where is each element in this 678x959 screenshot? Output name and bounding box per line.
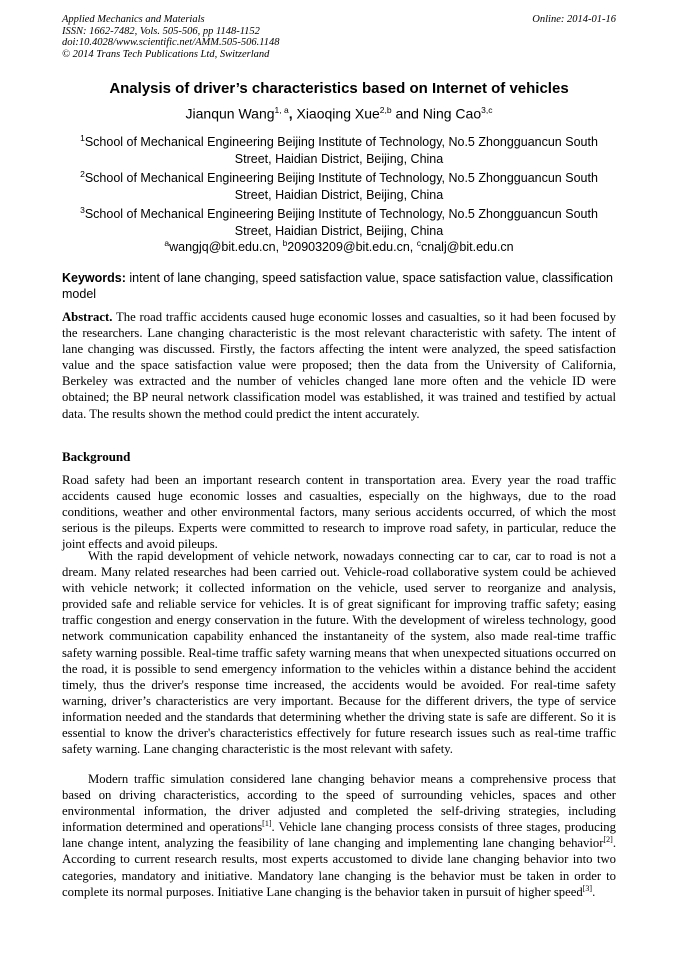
issn-line: ISSN: 1662-7482, Vols. 505-506, pp 1148-1152 — [62, 25, 260, 37]
email-address: wangjq@bit.edu.cn, — [169, 240, 283, 255]
doi-line: doi:10.4028/www.scientific.net/AMM.505-506.1148 — [62, 37, 280, 48]
author-superscript: 2,b — [379, 105, 392, 115]
email-superscript: b — [282, 238, 288, 248]
paragraph-segment: Modern traffic simulation considered lane changing behavior means a comprehensive process that based on driving characteristics, according to the speed of surrounding vehicles, spaces and other environmental information, the driver adjusted and completed the self-driving strategies, including information determined and operations — [62, 772, 616, 835]
affiliation-1 — [62, 130, 616, 167]
affiliation-superscript: 2 — [80, 169, 85, 179]
paper-title: Analysis of driver’s characteristics based on Internet of vehicles — [109, 80, 569, 97]
email-address: cnalj@bit.edu.cn — [421, 240, 514, 255]
author-name: Jianqun Wang — [185, 105, 275, 122]
email-superscript: c — [416, 238, 422, 248]
email-superscript: a — [164, 238, 170, 248]
abstract — [62, 309, 616, 422]
author-separator: and — [391, 105, 423, 122]
paragraph — [62, 548, 616, 757]
abstract-label: Abstract. — [62, 310, 113, 324]
copyright-line: © 2014 Trans Tech Publications Ltd, Switzerland — [62, 48, 270, 60]
paragraph-segment: . — [592, 884, 596, 899]
journal-name: Applied Mechanics and Materials — [62, 14, 205, 25]
affiliation-3 — [62, 202, 616, 239]
paragraph — [62, 771, 616, 900]
email-line — [62, 238, 616, 254]
affiliation-text: School of Mechanical Engineering Beijing Institute of Technology, No.5 Zhongguancun South Street, Haidian District, Beijing, China — [84, 135, 598, 166]
online-date: Online: 2014-01-16 — [532, 14, 616, 25]
citation-ref: [3] — [582, 883, 593, 893]
keywords-text: intent of lane changing, speed satisfaction value, space satisfaction value, classification model — [62, 271, 614, 301]
keywords — [62, 270, 616, 302]
paragraph-text — [62, 771, 616, 900]
author-name: Xiaoqing Xue — [296, 105, 380, 122]
author-superscript: 3,c — [481, 105, 493, 115]
author-superscript: 1, a — [274, 105, 289, 115]
author-separator: , — [288, 105, 297, 122]
keywords-label: Keywords: — [62, 271, 126, 285]
abstract-text: The road traffic accidents caused huge economic losses and casualties, so it had been focused by the researchers. Lane changing characteristic is the most relevant characteristic with safety. The intent of lane changing was discussed. Firstly, the factors affecting the intent were analyzed, the speed satisfaction value and the space satisfaction value were proposed; then the data from the University of California, Berkeley was extracted and the number of vehicles changed lane more often and the vehicle ID were obtained; the BP neural network classification model was established, it was trained and testified by actual data. The results shown the method could predict the intent accurately. — [62, 310, 616, 421]
paragraph-text: With the rapid development of vehicle network, nowadays connecting car to car, car to road is not a dream. Many related researches had been carried out. Vehicle-road collaborative system could be achieved with vehicle network; it collected information on the vehicle, used server to reorganize and analysis, provided safe and reliable service for vehicles. It is of great significant for improving traffic safety; easing traffic congestion and energy conservation in the future. With the development of wireless technology, good network communication capability enhanced the instantaneity of the system, also made real-time traffic safety warning possible. Real-time traffic safety warning means that when unexpected situations occurred on the road, it is possible to send emergency information to the vehicles within a distance behind the accident timely, thus the driver's response time increased, the accidents would be avoided. For real-time safety warning, driver’s characteristics are very important. Because for the different drivers, the type of service information needed and the standards that determining whether the driving state is safe are different. So it is essential to know the driver's characteristics effectively for future research issues such as real-time traffic safety warning. Lane changing characteristic is the most relevant with safety. — [62, 549, 616, 757]
paragraph-segment: . According to current research results, most experts accustomed to divide lane changing behavior into two categories, mandatory and initiative. Mandatory lane changing is the behavior must be taken in order to complete its normal purposes. Initiative Lane changing is the behavior taken in pursuit of higher speed — [62, 836, 616, 899]
affiliation-text: School of Mechanical Engineering Beijing Institute of Technology, No.5 Zhongguancun South Street, Haidian District, Beijing, China — [84, 207, 598, 238]
author-name: Ning Cao — [422, 105, 482, 122]
paragraph-text: Road safety had been an important research content in transportation area. Every year the road traffic accidents caused huge economic losses and casualties, especially on the highways, due to the road conditions, weather and other environmental factors, many serious accidents occurred, of which the most serious is the pileups. Experts were committed to research to improve road safety, in particular, reduce the joint effects and avoid pileups. — [62, 473, 616, 552]
paragraph-segment: . Vehicle lane changing process consists of three stages, producing lane change intent, analyzing the feasibility of lane changing and implementing lane changing behavior — [62, 820, 616, 851]
journal-header — [62, 14, 616, 60]
author-list — [62, 105, 616, 122]
affiliation-2 — [62, 166, 616, 203]
section-heading: Background — [62, 449, 131, 464]
citation-ref: [2] — [603, 835, 613, 845]
affiliation-superscript: 3 — [80, 205, 85, 215]
citation-ref: [1] — [262, 819, 272, 829]
affiliation-superscript: 1 — [80, 133, 85, 143]
email-address: 20903209@bit.edu.cn, — [287, 240, 417, 255]
affiliation-text: School of Mechanical Engineering Beijing Institute of Technology, No.5 Zhongguancun South Street, Haidian District, Beijing, China — [84, 171, 598, 202]
paragraph — [62, 472, 616, 552]
